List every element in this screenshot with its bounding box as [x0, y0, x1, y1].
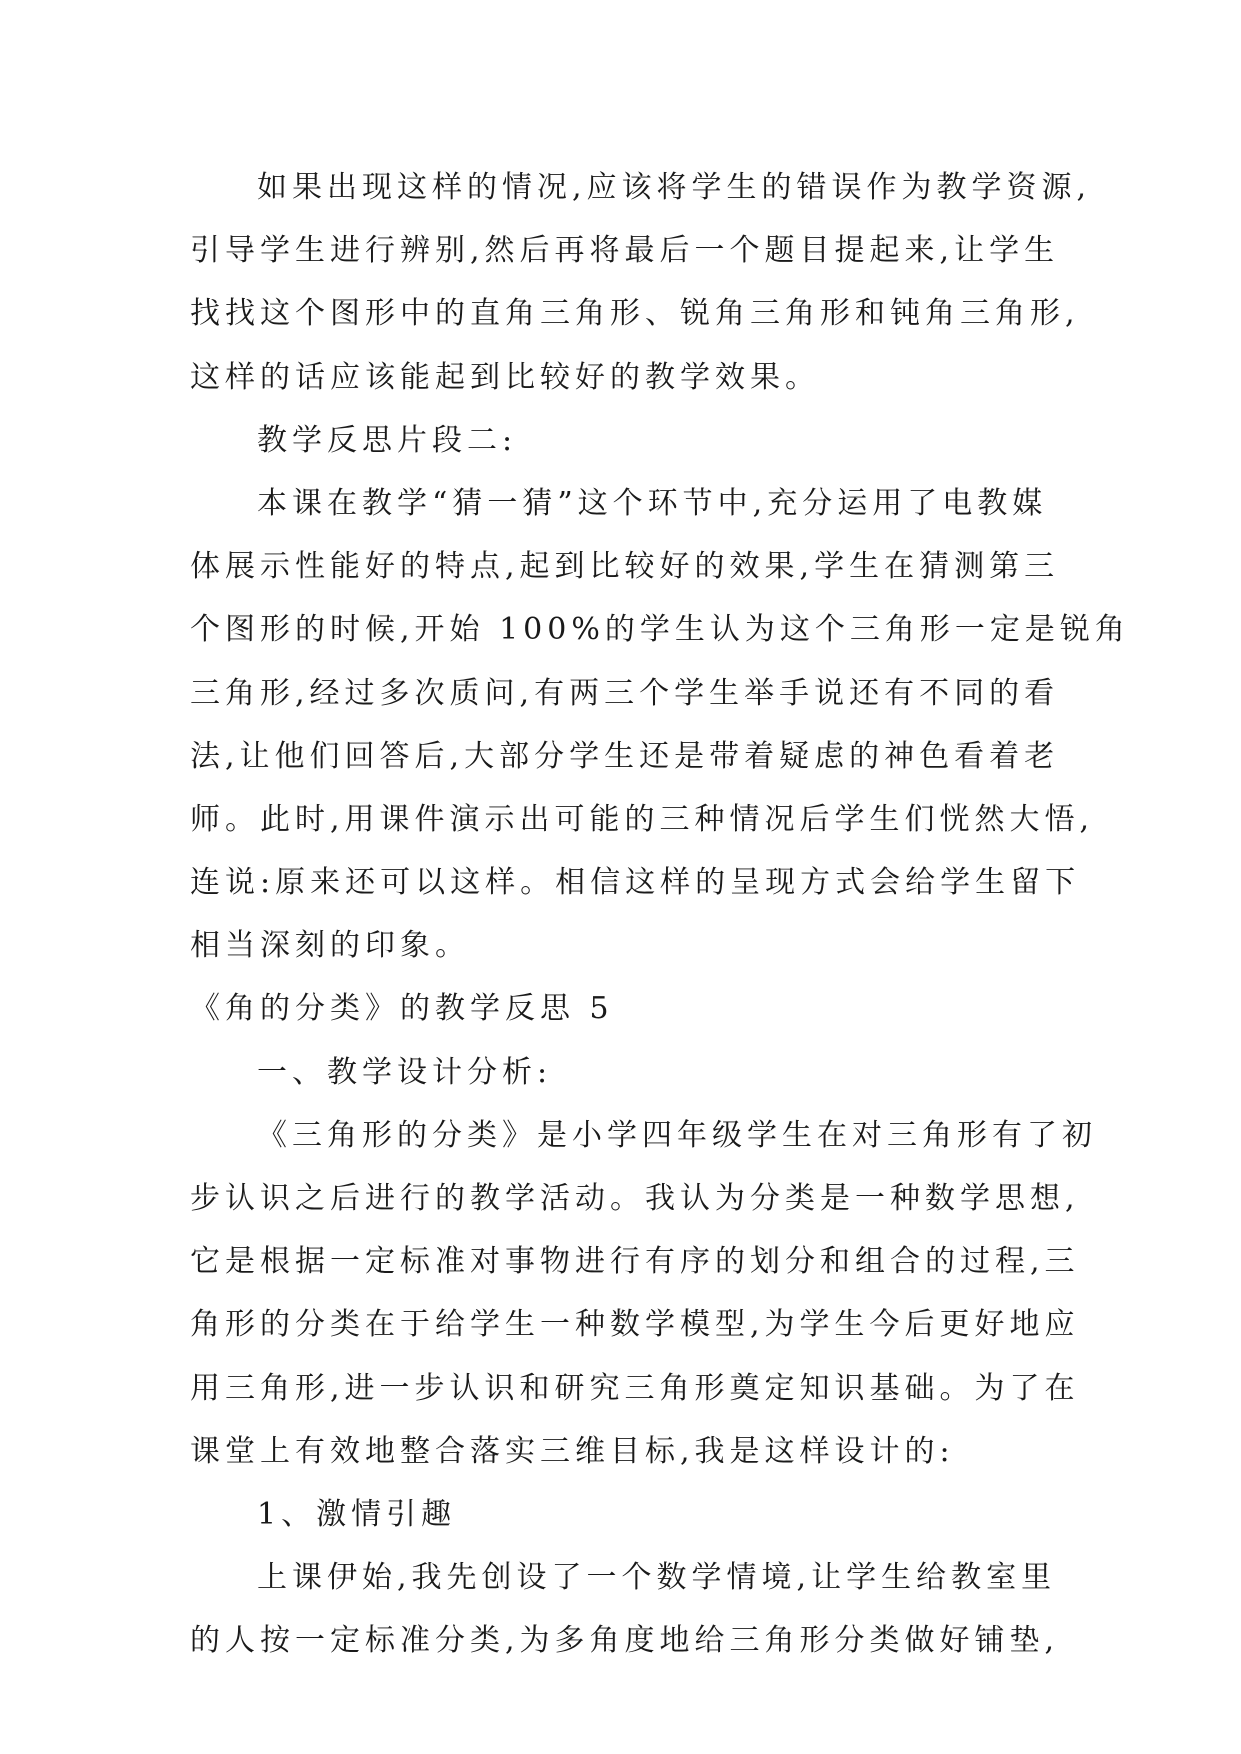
section-heading: 教学反思片段二:	[257, 422, 518, 458]
paragraph-line: 课堂上有效地整合落实三维目标,我是这样设计的:	[190, 1433, 955, 1469]
paragraph-line: 它是根据一定标准对事物进行有序的划分和组合的过程,三	[190, 1244, 1080, 1280]
paragraph-line: 角形的分类在于给学生一种数学模型,为学生今后更好地应	[190, 1307, 1080, 1343]
paragraph-line: 引导学生进行辨别,然后再将最后一个题目提起来,让学生	[190, 233, 1060, 269]
paragraph-line: 本课在教学“猜一猜”这个环节中,充分运用了电教媒	[257, 485, 1048, 521]
paragraph-line: 用三角形,进一步认识和研究三角形奠定知识基础。为了在	[190, 1370, 1080, 1406]
paragraph-line: 《三角形的分类》是小学四年级学生在对三角形有了初	[257, 1117, 1097, 1153]
paragraph-line: 步认识之后进行的教学活动。我认为分类是一种数学思想,	[190, 1181, 1080, 1216]
paragraph-line: 法,让他们回答后,大部分学生还是带着疑虑的神色看着老	[190, 738, 1060, 774]
article-title: 《角的分类》的教学反思 5	[190, 991, 614, 1027]
paragraph-line: 三角形,经过多次质问,有两三个学生举手说还有不同的看	[190, 675, 1060, 711]
section-heading: 1、激情引趣	[257, 1496, 457, 1532]
paragraph-line: 这样的话应该能起到比较好的教学效果。	[190, 359, 820, 395]
paragraph-line: 上课伊始,我先创设了一个数学情境,让学生给教室里	[257, 1560, 1057, 1596]
paragraph-line: 如果出现这样的情况,应该将学生的错误作为教学资源,	[257, 170, 1092, 205]
paragraph-line: 相当深刻的印象。	[190, 928, 470, 964]
paragraph-line: 师。此时,用课件演示出可能的三种情况后学生们恍然大悟,	[190, 801, 1095, 837]
section-heading: 一、教学设计分析:	[257, 1054, 553, 1090]
paragraph-line: 的人按一定标准分类,为多角度地给三角形分类做好铺垫,	[190, 1623, 1060, 1659]
paragraph-line: 个图形的时候,开始 100%的学生认为这个三角形一定是锐角	[190, 612, 1130, 648]
paragraph-line: 体展示性能好的特点,起到比较好的效果,学生在猜测第三	[190, 549, 1060, 585]
document-page	[190, 156, 1130, 1673]
paragraph-line: 连说:原来还可以这样。相信这样的呈现方式会给学生留下	[190, 865, 1081, 901]
paragraph-line: 找找这个图形中的直角三角形、锐角三角形和钝角三角形,	[190, 296, 1080, 332]
